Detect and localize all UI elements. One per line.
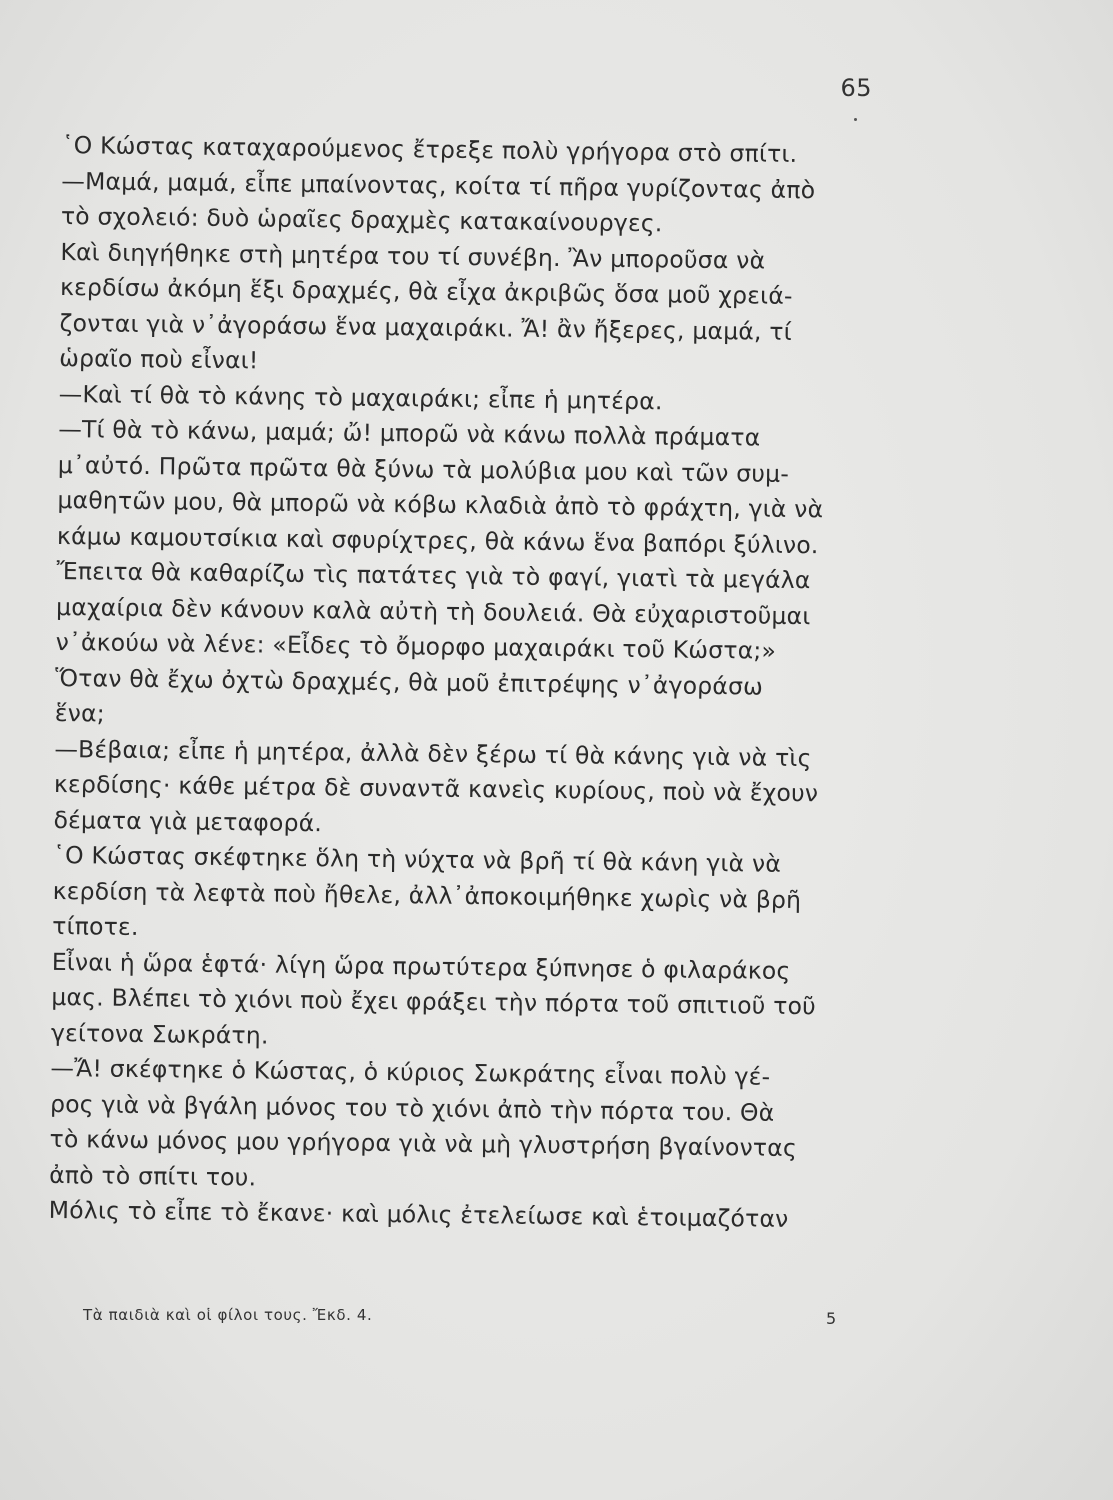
text-line: ῾Ο Κώστας καταχαρούμενος ἔτρεξε πολὺ γρήγορα στὸ σπίτι. [61, 130, 798, 168]
body-text [49, 128, 892, 1239]
text-line: τὸ κάνω μόνος μου γρήγορα γιὰ νὰ μὴ γλυστρήση βγαίνοντας [49, 1124, 798, 1163]
text-line: —Μαμά, μαμά, εἶπε μπαίνοντας, κοίτα τί πῆρα γυρίζοντας ἀπὸ [61, 166, 816, 204]
text-line: —Βέβαια; εἶπε ἡ μητέρα, ἀλλὰ δὲν ξέρω τί θὰ κάνης γιὰ νὰ τὶς [54, 734, 812, 772]
text-line: ῾Ο Κώστας σκέφτηκε ὅλη τὴ νύχτα νὰ βρῆ τί θὰ κάνη γιὰ νὰ [52, 840, 782, 878]
text-line: ρος γιὰ νὰ βγάλη μόνος του τὸ χιόνι ἀπὸ τὴν πόρτα του. Θὰ [49, 1089, 775, 1127]
text-line: —Τί θὰ τὸ κάνω, μαμά; ὤ! μπορῶ νὰ κάνω πολλὰ πράματα [58, 414, 761, 452]
text-line: τίποτε. [52, 911, 139, 941]
text-line: κερδίσω ἀκόμη ἕξι δραχμές, θὰ εἶχα ἀκριβῶς ὅσα μοῦ χρειά- [59, 272, 793, 310]
footer-signature-number: 5 [826, 1309, 837, 1328]
text-line: μαχαίρια δὲν κάνουν καλὰ αὐτὴ τὴ δουλειά. Θὰ εὐχαριστοῦμαι [55, 592, 811, 630]
text-line: τὸ σχολειό: δυὸ ὡραῖες δραχμὲς κατακαίνουργες. [60, 201, 663, 238]
footer-book-title: Τὰ παιδιὰ καὶ οἱ φίλοι τους. Ἔκδ. 4. [83, 1306, 373, 1324]
text-line: Εἶναι ἡ ὥρα ἑφτά· λίγη ὥρα πρωτύτερα ξύπνησε ὁ φιλαράκος [51, 947, 791, 985]
text-line: Ἔπειτα θὰ καθαρίζω τὶς πατάτες γιὰ τὸ φαγί, γιατὶ τὰ μεγάλα [56, 556, 811, 595]
text-line: Καὶ διηγήθηκε στὴ μητέρα του τί συνέβη. Ἂν μποροῦσα νὰ [60, 237, 766, 275]
ink-speck [854, 118, 857, 121]
text-line: γείτονα Σωκράτη. [50, 1018, 269, 1050]
text-line: ἀπὸ τὸ σπίτι του. [49, 1160, 257, 1191]
text-line: Ὅταν θὰ ἔχω ὀχτὼ δραχμές, θὰ μοῦ ἐπιτρέψης ν᾿ἀγοράσω [55, 663, 764, 701]
text-line: κάμω καμουτσίκια καὶ σφυρίχτρες, θὰ κάνω ἕνα βαπόρι ξύλινο. [56, 521, 819, 559]
text-line: ζονται γιὰ ν᾿ἀγοράσω ἕνα μαχαιράκι. Ἄ! ἂν ἤξερες, μαμά, τί [59, 308, 793, 346]
text-line: ν᾿ἀκούω νὰ λένε: «Εἶδες τὸ ὄμορφο μαχαιράκι τοῦ Κώστα;» [55, 627, 777, 665]
text-line: ὡραῖο ποὺ εἶναι! [59, 343, 259, 375]
text-line: κερδίση τὰ λεφτὰ ποὺ ἤθελε, ἀλλ᾿ἀποκοιμήθηκε χωρὶς νὰ βρῆ [52, 876, 802, 914]
text-line: ἕνα; [54, 698, 106, 728]
text-line: μ᾿αὐτό. Πρῶτα πρῶτα θὰ ξύνω τὰ μολύβια μου καὶ τῶν συμ- [57, 450, 790, 488]
text-line: μας. Βλέπει τὸ χιόνι ποὺ ἔχει φράξει τὴν πόρτα τοῦ σπιτιοῦ τοῦ [51, 982, 817, 1021]
text-line: —Ἄ! σκέφτηκε ὁ Κώστας, ὁ κύριος Σωκράτης εἶναι πολὺ γέ- [50, 1053, 771, 1091]
text-line: κερδίσης· κάθε μέτρα δὲ συναντᾶ κανεὶς κυρίους, ποὺ νὰ ἔχουν [53, 769, 819, 808]
text-line: Μόλις τὸ εἶπε τὸ ἔκανε· καὶ μόλις ἐτελείωσε καὶ ἑτοιμαζόταν [48, 1195, 789, 1233]
page-number: 65 [840, 74, 872, 102]
text-line: μαθητῶν μου, θὰ μπορῶ νὰ κόβω κλαδιὰ ἀπὸ τὸ φράχτη, γιὰ νὰ [57, 485, 824, 524]
text-line: δέματα γιὰ μεταφορά. [53, 805, 323, 837]
text-line: —Καὶ τί θὰ τὸ κάνης τὸ μαχαιράκι; εἶπε ἡ μητέρα. [58, 379, 663, 415]
